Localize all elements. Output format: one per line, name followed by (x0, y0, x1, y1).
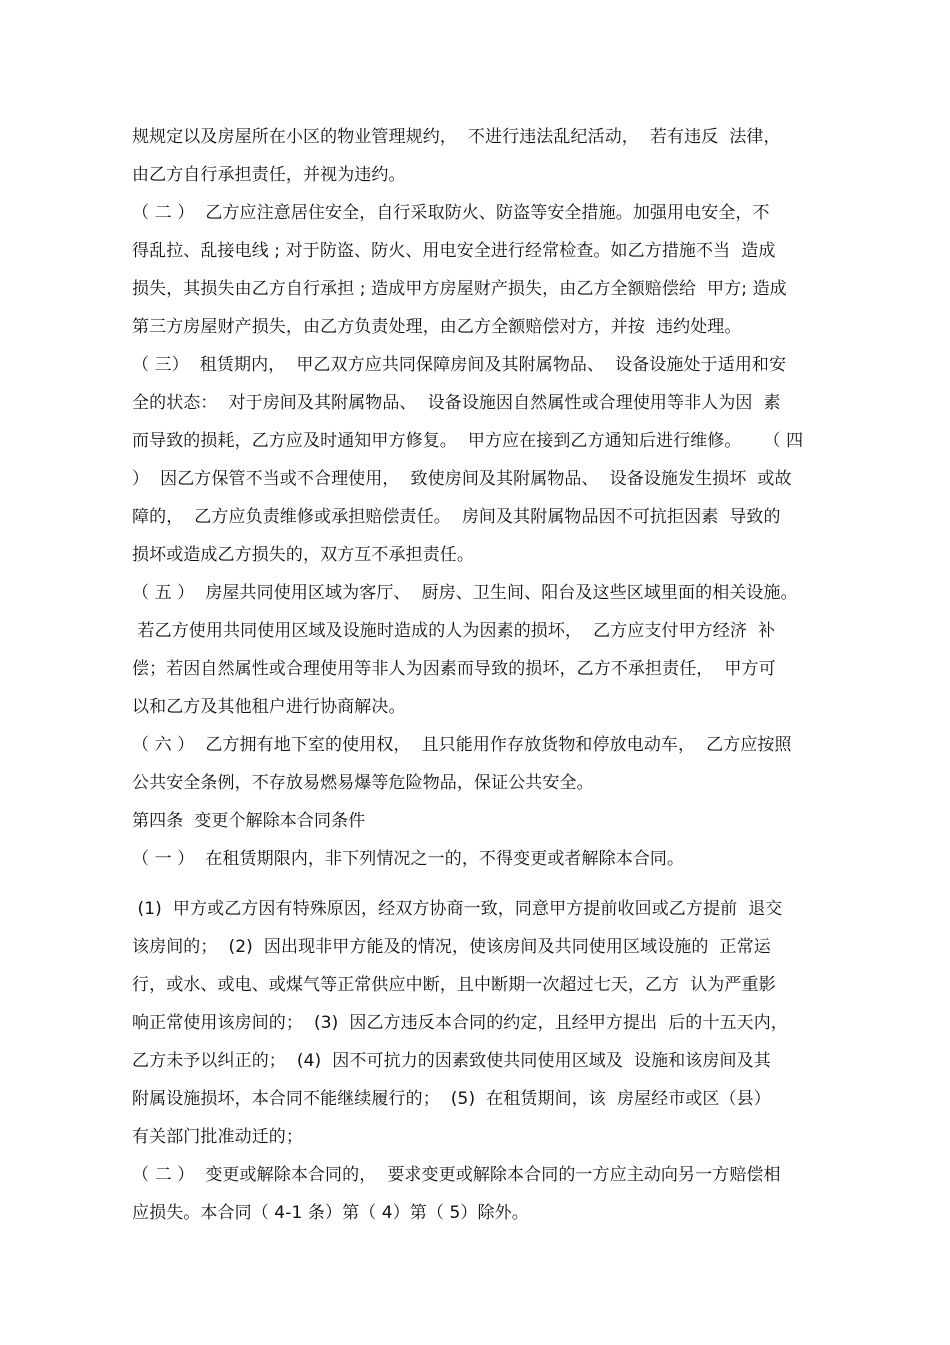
text-line: 有关部门批准动迁的； (132, 1127, 303, 1147)
section-heading: 第四条 变更个解除本合同条件 (132, 811, 366, 831)
text-line: 由乙方自行承担责任，并视为违约。 (132, 165, 406, 185)
text-line: 障的， 乙方应负责维修或承担赔偿责任。 房间及其附属物品因不可抗拒因素 导致的 (132, 507, 781, 527)
text-line: 若乙方使用共同使用区域及设施时造成的人为因素的损坏， 乙方应支付甲方经济 补 (132, 621, 776, 641)
text-line: （ 二 ） 乙方应注意居住安全，自行采取防火、防盗等安全措施。加强用电安全，不 (132, 203, 770, 223)
text-line: 而导致的损耗，乙方应及时通知甲方修复。 甲方应在接到乙方通知后进行维修。 （ 四 (132, 431, 804, 451)
text-line: 响正常使用该房间的； (3) 因乙方违反本合同的约定，且经甲方提出 后的十五天内， (132, 1013, 788, 1033)
text-line: 附属设施损坏，本合同不能继续履行的； (5) 在租赁期间，该 房屋经市或区（县） (132, 1089, 771, 1109)
text-line: （ 二 ） 变更或解除本合同的， 要求变更或解除本合同的一方应主动向另一方赔偿相 (132, 1165, 781, 1185)
text-line: 乙方未予以纠正的； (4) 因不可抗力的因素致使共同使用区域及 设施和该房间及其 (132, 1051, 771, 1071)
text-line: 偿；若因自然属性或合理使用等非人为因素而导致的损坏，乙方不承担责任， 甲方可 (132, 659, 776, 679)
text-line: 得乱拉、乱接电线 ; 对于防盗、防火、用电安全进行经常检查。如乙方措施不当 造成 (132, 241, 776, 261)
text-line: 该房间的； (2) 因出现非甲方能及的情况，使该房间及共同使用区域设施的 正常运 (132, 937, 771, 957)
text-line: 损坏或造成乙方损失的，双方互不承担责任。 (132, 545, 474, 565)
text-line: 行，或水、或电、或煤气等正常供应中断，且中断期一次超过七天，乙方 认为严重影 (132, 975, 776, 995)
text-line: ） 因乙方保管不当或不合理使用， 致使房间及其附属物品、 设备设施发生损坏 或故 (132, 469, 792, 489)
text-line: 规规定以及房屋所在小区的物业管理规约， 不进行违法乱纪活动， 若有违反 法律， (132, 127, 781, 147)
text-line: 应损失。本合同（ 4-1 条）第（ 4）第（ 5）除外。 (132, 1203, 529, 1223)
text-line: （ 六 ） 乙方拥有地下室的使用权， 且只能用作存放货物和停放电动车， 乙方应按照 (132, 735, 792, 755)
text-line: 损失，其损失由乙方自行承担 ; 造成甲方房屋财产损失，由乙方全额赔偿给 甲方; 造成 (132, 279, 787, 299)
text-line: 第三方房屋财产损失，由乙方负责处理，由乙方全额赔偿对方，并按 违约处理。 (132, 317, 742, 337)
text-line: （ 五 ） 房屋共同使用区域为客厅、 厨房、卫生间、阳台及这些区域里面的相关设施。 (132, 583, 798, 603)
text-line: 公共安全条例，不存放易燃易爆等危险物品，保证公共安全。 (132, 773, 594, 793)
text-line: (1) 甲方或乙方因有特殊原因，经双方协商一致，同意甲方提前收回或乙方提前 退交 (132, 899, 783, 919)
text-line: （ 三） 租赁期内， 甲乙双方应共同保障房间及其附属物品、 设备设施处于适用和安 (132, 355, 787, 375)
text-line: （ 一 ） 在租赁期限内，非下列情况之一的，不得变更或者解除本合同。 (132, 849, 685, 869)
text-line: 全的状态： 对于房间及其附属物品、 设备设施因自然属性或合理使用等非人为因 素 (132, 393, 781, 413)
text-line: 以和乙方及其他租户进行协商解决。 (132, 697, 406, 717)
